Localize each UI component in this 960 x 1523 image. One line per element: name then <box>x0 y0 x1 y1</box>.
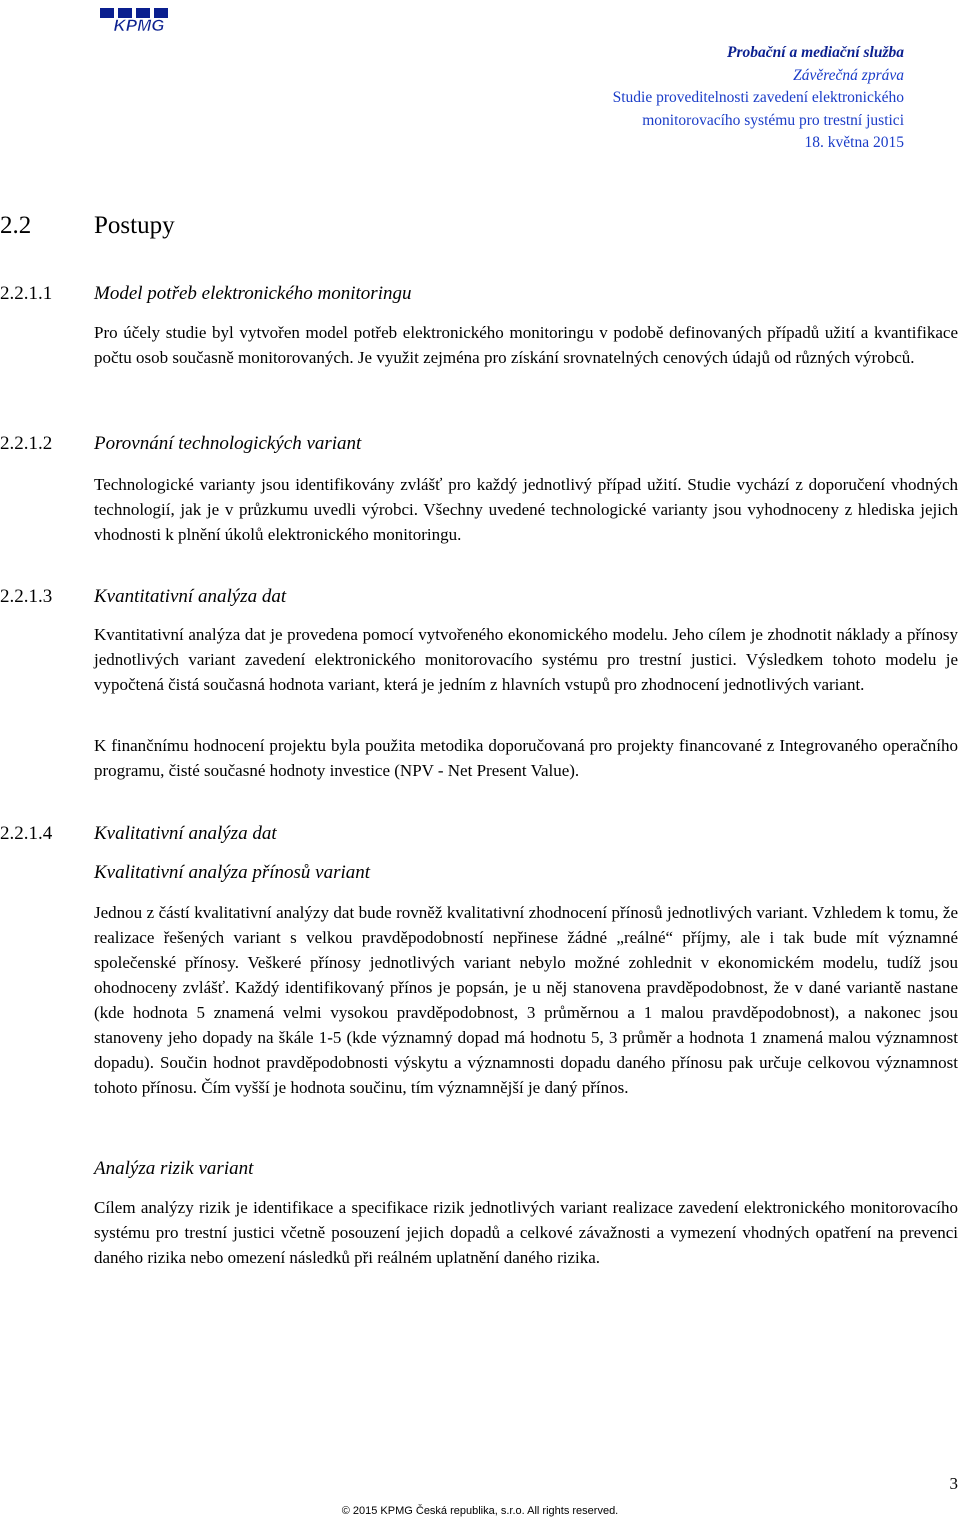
subsection-number: 2.2.1.3 <box>0 586 53 607</box>
section-title: Postupy <box>94 212 175 239</box>
header-date: 18. května 2015 <box>804 134 904 151</box>
paragraph-quantitative-2: K finančnímu hodnocení projektu byla použita metodika doporučovaná pro projekty financované z Integrovaného operačního programu, čisté současné hodnoty investice (NPV - Net Present Value). <box>94 736 958 780</box>
subsection-title: Porovnání technologických variant <box>94 433 362 454</box>
document-header <box>613 42 904 155</box>
header-title-line1: Studie proveditelnosti zavedení elektronického <box>612 89 904 106</box>
header-organization: Probační a mediační služba <box>727 44 904 61</box>
page-number: 3 <box>949 1474 958 1493</box>
paragraph-benefits: Jednou z částí kvalitativní analýzy dat bude rovněž kvalitativní zhodnocení přínosů jednotlivých variant. Vzhledem k tomu, že realizace řešených variant s velkou pravděpodobností nepřinese žádné „reálné“ příjmy, ale i tak bude mít významné společenské přínosy. Veškeré přínosy jednotlivých variant nebylo možné zohlednit v ekonomickém modelu, tudíž jsou ohodnoceny zvlášť. Každý identifikovaný přínos je popsán, je u něj stanovena pravděpodobnost, že v dané variantě nastane (kde hodnota 5 znamená velmi vysokou pravděpodobnost, 3 průměrnou a 1 malou pravděpodobnost), a nakonec jsou stanoveny jeho dopady na škále 1-5 (kde významný dopad má hodnotu 5, 3 průměr a hodnota 1 znamená malou významnost dopadu). Součin hodnot pravděpodobnosti výskytu a významnosti dopadu daného přínosu pak určuje celkovou významnost tohoto přínosu. Čím vyšší je hodnota součinu, tím významnější je daný přínos. <box>94 903 958 1097</box>
section-number: 2.2 <box>0 212 32 239</box>
header-report-type: Závěrečná zpráva <box>793 66 904 84</box>
paragraph-risks: Cílem analýzy rizik je identifikace a specifikace rizik jednotlivých variant realizace zavedení elektronického monitorovacího systému pro trestní justici včetně posouzení jejich dopadů a celkové závažnosti a vymezení vhodných opatření na prevenci daného rizika nebo omezení následků při reálném uplatnění daného rizika. <box>94 1198 958 1267</box>
subsection-number: 2.2.1.1 <box>0 283 53 304</box>
subsection-title: Kvantitativní analýza dat <box>94 586 287 607</box>
kpmg-logo <box>98 6 180 34</box>
svg-text:KPMG: KPMG <box>113 16 165 34</box>
paragraph-technology: Technologické varianty jsou identifikovány zvlášť pro každý jednotlivý případ užití. Studie vychází z doporučení vhodných technologií, jak je v průzkumu uvedli výrobci. Všechny uvedené technologické varianty jsou vyhodnoceny z hlediska jejich vhodnosti k plnění úkolů elektronického monitoringu. <box>94 475 958 544</box>
paragraph-quantitative-1: Kvantitativní analýza dat je provedena pomocí vytvořeného ekonomického modelu. Jeho cílem je zhodnotit náklady a přínosy jednotlivých variant zavedení elektronického monitorovacího systému pro trestní justici. Výsledkem tohoto modelu je vypočtená čistá současná hodnota variant, která je jedním z hlavních vstupů pro zhodnocení jednotlivých variant. <box>94 625 958 694</box>
subheading-benefits: Kvalitativní analýza přínosů variant <box>94 862 371 883</box>
subsection-number: 2.2.1.4 <box>0 823 53 844</box>
subheading-risks: Analýza rizik variant <box>94 1158 254 1179</box>
subsection-number: 2.2.1.2 <box>0 433 53 454</box>
copyright-footer: © 2015 KPMG Česká republika, s.r.o. All rights reserved. <box>341 1505 619 1517</box>
subsection-title: Model potřeb elektronického monitoringu <box>94 283 412 304</box>
header-title-line2: monitorovacího systému pro trestní justici <box>642 111 904 129</box>
paragraph-model: Pro účely studie byl vytvořen model potřeb elektronického monitoringu v podobě definovaných případů užití a kvantifikace počtu osob současně monitorovaných. Je využit zejména pro získání srovnatelných cenových údajů od různých výrobců. <box>94 323 958 367</box>
subsection-title: Kvalitativní analýza dat <box>94 823 277 844</box>
